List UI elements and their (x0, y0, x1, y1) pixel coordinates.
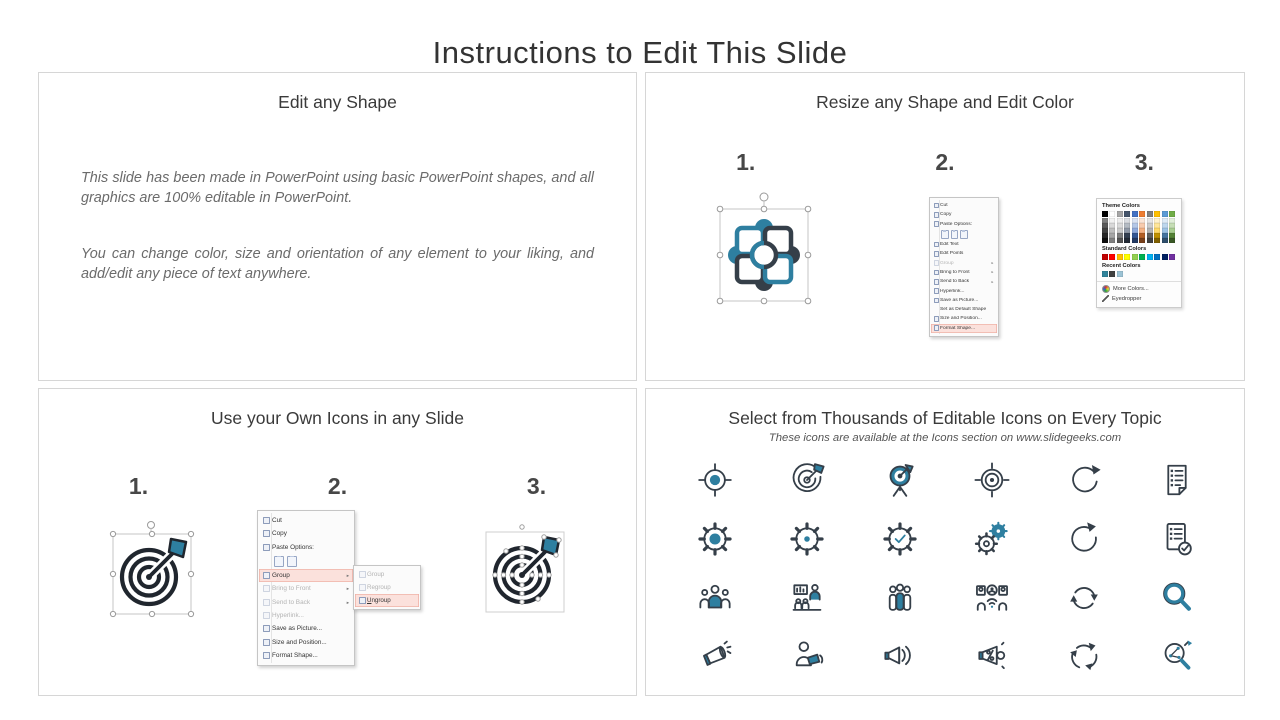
color-swatch[interactable] (1102, 228, 1108, 233)
color-swatch[interactable] (1117, 218, 1123, 223)
color-swatch[interactable] (1117, 211, 1123, 217)
group-submenu (353, 565, 421, 610)
color-swatch[interactable] (1117, 238, 1123, 243)
paste-option-icon[interactable] (951, 230, 959, 239)
paste-option-icon[interactable] (941, 230, 949, 239)
color-swatch[interactable] (1162, 233, 1168, 238)
copy-icon (934, 212, 940, 218)
menu-item-hyperlink[interactable] (931, 286, 997, 295)
menu-item-bring-to-front[interactable] (931, 268, 997, 277)
color-swatch[interactable] (1169, 223, 1175, 228)
color-swatch[interactable] (1139, 233, 1145, 238)
paste-option-icon[interactable] (287, 556, 297, 568)
circular-arrow-icon[interactable] (1065, 461, 1103, 499)
more-colors-label: More Colors... (1113, 286, 1149, 293)
color-swatch[interactable] (1132, 233, 1138, 238)
step-number-3: 3. (526, 473, 547, 499)
group-icon (359, 571, 366, 578)
submenu-arrow-icon: ► (990, 279, 994, 284)
menu-item-bring-to-front[interactable] (259, 582, 353, 595)
menu-item-label: Cut (272, 517, 282, 525)
color-swatch[interactable] (1102, 233, 1108, 238)
color-swatch[interactable] (1117, 271, 1123, 277)
paste-options-row (259, 554, 353, 569)
save-picture-icon (263, 625, 270, 632)
standard-colors-row (1102, 254, 1176, 260)
color-swatch[interactable] (1124, 211, 1130, 217)
submenu-arrow-icon: ► (990, 261, 994, 266)
menu-item-copy[interactable] (931, 210, 997, 219)
menu-item-edit-points[interactable] (931, 249, 997, 258)
paste-option-icon[interactable] (960, 230, 968, 239)
cycle-arrows-icon[interactable] (1065, 638, 1103, 676)
menu-item-group[interactable] (931, 258, 997, 267)
menu-item-regroup[interactable] (355, 581, 419, 594)
sync-arrows-icon[interactable] (1065, 579, 1103, 617)
target-icon-ungrouped (476, 515, 572, 619)
color-swatch[interactable] (1109, 233, 1115, 238)
menu-item-hyperlink[interactable] (259, 609, 353, 622)
color-swatch[interactable] (1169, 218, 1175, 223)
color-swatch[interactable] (1147, 211, 1153, 217)
more-colors-icon (1102, 285, 1110, 293)
color-swatch[interactable] (1154, 228, 1160, 233)
recent-colors-label: Recent Colors (1102, 262, 1141, 269)
edit-points-icon (934, 251, 940, 257)
person-announcement-icon[interactable] (788, 638, 826, 676)
color-swatch[interactable] (1162, 228, 1168, 233)
slide-title: Instructions to Edit This Slide (432, 34, 848, 70)
icon-library-subtitle: These icons are available at the Icons section on www.slidegeeks.com (768, 432, 1122, 444)
format-icon (263, 652, 270, 659)
menu-item-label: Bring to Front (272, 585, 311, 593)
color-swatch[interactable] (1154, 223, 1160, 228)
paste-options-row (931, 229, 997, 240)
menu-item-label: Format Shape... (272, 651, 318, 659)
color-swatch[interactable] (1109, 218, 1115, 223)
eyedropper[interactable] (1102, 294, 1176, 304)
submenu-arrow-icon: ► (345, 586, 350, 592)
color-swatch[interactable] (1109, 238, 1115, 243)
menu-item-send-to-back[interactable] (259, 595, 353, 608)
color-swatch[interactable] (1139, 238, 1145, 243)
menu-item-label: Cut (940, 203, 948, 209)
color-swatch[interactable] (1169, 228, 1175, 233)
panel-resize-shape (645, 72, 1245, 381)
menu-item-label: Regroup (367, 584, 391, 591)
color-swatch[interactable] (1124, 228, 1130, 233)
color-swatch[interactable] (1154, 218, 1160, 223)
menu-item-save-as-picture[interactable] (931, 296, 997, 305)
menu-item-send-to-back[interactable] (931, 277, 997, 286)
color-swatch[interactable] (1169, 211, 1175, 217)
color-swatch[interactable] (1154, 238, 1160, 243)
color-swatch[interactable] (1124, 218, 1130, 223)
menu-item-label: Bring to Front (940, 269, 970, 275)
menu-item-label: Paste Options: (940, 221, 973, 227)
color-swatch[interactable] (1154, 211, 1160, 217)
menu-item-label: Size and Position... (272, 638, 327, 646)
edit-shape-paragraph-1: This slide has been made in PowerPoint using basic PowerPoint shapes, and all graphics are 100% editable in PowerPoint. (81, 170, 594, 206)
color-swatch[interactable] (1139, 223, 1145, 228)
context-menu-resize (929, 197, 999, 337)
color-swatch[interactable] (1102, 254, 1108, 260)
color-swatch[interactable] (1139, 228, 1145, 233)
color-swatch[interactable] (1102, 271, 1108, 277)
panel-edit-shape (38, 72, 637, 381)
menu-item-label: Group (272, 572, 290, 580)
color-swatch[interactable] (1109, 228, 1115, 233)
own-icons-steps (39, 473, 636, 500)
send-back-icon (934, 279, 940, 285)
menu-item-label: Set as Default Shape (940, 307, 987, 313)
color-swatch[interactable] (1162, 211, 1168, 217)
cut-icon (934, 203, 940, 209)
gear-filled-icon[interactable] (696, 520, 734, 558)
menu-item-copy[interactable] (259, 527, 353, 540)
paste-icon (263, 544, 270, 551)
color-swatch[interactable] (1147, 218, 1153, 223)
color-swatch[interactable] (1109, 223, 1115, 228)
color-swatch[interactable] (1154, 254, 1160, 260)
submenu-arrow-icon: ► (990, 270, 994, 275)
color-swatch[interactable] (1117, 254, 1123, 260)
step-number-2: 2. (935, 149, 955, 175)
eyedropper-icon (1102, 295, 1109, 302)
size-icon (263, 639, 270, 646)
menu-item-label: Save as Picture... (940, 297, 979, 303)
color-swatch[interactable] (1124, 238, 1130, 243)
size-icon (934, 316, 940, 322)
menu-item-label: Hyperlink... (272, 611, 304, 619)
target-icon-grouped (103, 517, 199, 621)
menu-item-label: Edit Points (940, 251, 964, 257)
menu-item-label: Format Shape... (940, 325, 976, 331)
menu-item-format-shape[interactable] (259, 649, 353, 662)
theme-colors-label: Theme Colors (1102, 203, 1140, 209)
edit-shape-paragraph-2: You can change color, size and orientation of any element to your liking, and add/edit any piece of text anywhere. (81, 246, 594, 282)
menu-item-label: Group (367, 571, 385, 578)
color-swatch[interactable] (1102, 223, 1108, 228)
menu-item-cut[interactable] (931, 201, 997, 210)
gear-center-dot-icon[interactable] (788, 520, 826, 558)
recent-colors-row (1102, 271, 1176, 277)
send-back-icon (263, 599, 270, 606)
color-swatch[interactable] (1117, 228, 1123, 233)
edit-text-icon (934, 242, 940, 248)
panel-edit-shape-title: Edit any Shape (278, 92, 397, 112)
menu-item-label: Send to Back (940, 279, 970, 285)
color-swatch[interactable] (1109, 254, 1115, 260)
cut-icon (263, 517, 270, 524)
color-swatch[interactable] (1147, 254, 1153, 260)
submenu-arrow-icon: ► (345, 599, 350, 605)
color-swatch[interactable] (1162, 218, 1168, 223)
color-swatch[interactable] (1162, 238, 1168, 243)
menu-item-cut[interactable] (259, 514, 353, 527)
color-swatch[interactable] (1147, 238, 1153, 243)
color-swatch[interactable] (1132, 238, 1138, 243)
more-colors[interactable] (1102, 285, 1176, 295)
save-picture-icon (934, 298, 940, 304)
panel-own-icons (38, 388, 637, 696)
menu-item-paste-options[interactable] (931, 220, 997, 229)
menu-item-label: Size and Position... (940, 316, 982, 322)
color-swatch[interactable] (1124, 233, 1130, 238)
color-swatch[interactable] (1154, 233, 1160, 238)
color-swatch[interactable] (1139, 211, 1145, 217)
menu-item-format-shape[interactable] (931, 324, 997, 333)
color-picker-panel (1096, 198, 1182, 308)
menu-item-group[interactable] (259, 569, 353, 582)
menu-item-group[interactable] (355, 568, 419, 581)
panel-resize-shape-title: Resize any Shape and Edit Color (816, 92, 1074, 112)
target-crosshair-dot-icon[interactable] (973, 461, 1011, 499)
color-swatch[interactable] (1169, 254, 1175, 260)
ungroup-icon (359, 597, 366, 604)
icon-grid (669, 461, 1223, 676)
step-number-1: 1. (736, 149, 756, 175)
color-swatch[interactable] (1169, 233, 1175, 238)
menu-item-edit-text[interactable] (931, 240, 997, 249)
color-swatch[interactable] (1102, 238, 1108, 243)
menu-item-ungroup[interactable] (355, 594, 419, 607)
menu-item-size-and-position[interactable] (931, 314, 997, 323)
step-number-3: 3. (1134, 149, 1154, 175)
menu-item-save-as-picture[interactable] (259, 622, 353, 635)
target-crosshair-filled-icon[interactable] (696, 461, 734, 499)
menu-item-size-and-position[interactable] (259, 635, 353, 648)
color-swatch[interactable] (1102, 218, 1108, 223)
color-swatch[interactable] (1132, 223, 1138, 228)
paste-option-icon[interactable] (274, 556, 284, 568)
color-swatch[interactable] (1109, 271, 1115, 277)
eyedropper-label: Eyedropper (1112, 295, 1142, 302)
menu-item-label: Edit Text (940, 242, 959, 248)
color-swatch[interactable] (1147, 223, 1153, 228)
color-swatch[interactable] (1124, 254, 1130, 260)
paste-icon (934, 221, 940, 227)
menu-item-label: Copy (940, 212, 952, 218)
menu-item-label: Save as Picture... (272, 625, 323, 633)
gear-check-icon[interactable] (881, 520, 919, 558)
step-number-1: 1. (128, 473, 149, 499)
menu-item-paste-options[interactable] (259, 541, 353, 554)
group-icon (263, 572, 270, 579)
panel-own-icons-title: Use your Own Icons in any Slide (211, 408, 464, 428)
color-swatch[interactable] (1169, 238, 1175, 243)
color-swatch[interactable] (1124, 223, 1130, 228)
dartboard-stand-icon[interactable] (881, 461, 919, 499)
theme-colors-row (1102, 211, 1176, 217)
menu-item-label: Group (940, 260, 954, 266)
color-swatch[interactable] (1117, 233, 1123, 238)
color-swatch[interactable] (1162, 254, 1168, 260)
format-icon (934, 325, 940, 331)
menu-item-label: Paste Options: (272, 543, 314, 551)
color-swatch[interactable] (1139, 254, 1145, 260)
menu-item-label: Ungroup (367, 597, 391, 604)
palette-separator (1097, 281, 1181, 282)
selected-shape-preview (708, 189, 820, 309)
panel-icon-library (645, 388, 1245, 696)
menu-item-label: Send to Back (272, 598, 311, 606)
hyperlink-icon (934, 288, 940, 294)
color-swatch[interactable] (1109, 211, 1115, 217)
dartboard-arrow-icon[interactable] (788, 461, 826, 499)
submenu-arrow-icon: ► (345, 573, 350, 579)
magnifier-analytics-icon[interactable] (1158, 638, 1196, 676)
people-group-icon[interactable] (881, 579, 919, 617)
copy-icon (263, 530, 270, 537)
menu-item-label: Hyperlink... (940, 288, 965, 294)
circular-arrow-full-icon[interactable] (1065, 520, 1103, 558)
color-swatch[interactable] (1132, 211, 1138, 217)
double-gears-icon[interactable] (973, 520, 1011, 558)
color-swatch[interactable] (1132, 218, 1138, 223)
resize-steps (646, 149, 1244, 176)
color-swatch[interactable] (1162, 223, 1168, 228)
presentation-meeting-icon[interactable] (788, 579, 826, 617)
hyperlink-icon (263, 612, 270, 619)
magnifier-icon[interactable] (1158, 579, 1196, 617)
bring-front-icon (934, 270, 940, 276)
megaphone-icon[interactable] (696, 638, 734, 676)
menu-item-set-as-default-shape[interactable] (931, 305, 997, 314)
megaphone-discount-icon[interactable] (973, 638, 1011, 676)
team-communication-icon[interactable] (973, 579, 1011, 617)
color-swatch[interactable] (1102, 211, 1108, 217)
bring-front-icon (263, 585, 270, 592)
color-swatch[interactable] (1132, 254, 1138, 260)
step-number-2: 2. (327, 473, 348, 499)
standard-colors-label: Standard Colors (1102, 245, 1147, 252)
color-swatch[interactable] (1147, 228, 1153, 233)
context-menu-group (257, 510, 391, 666)
panel-icon-library-title: Select from Thousands of Editable Icons on Every Topic (728, 408, 1162, 428)
color-swatch[interactable] (1117, 223, 1123, 228)
theme-color-variants (1102, 218, 1176, 243)
color-swatch[interactable] (1139, 218, 1145, 223)
color-swatch[interactable] (1147, 233, 1153, 238)
checklist-approved-icon[interactable] (1158, 520, 1196, 558)
regroup-icon (359, 584, 366, 591)
color-swatch[interactable] (1132, 228, 1138, 233)
team-leader-icon[interactable] (696, 579, 734, 617)
group-icon (934, 260, 940, 266)
checklist-document-icon[interactable] (1158, 461, 1196, 499)
menu-item-label: Copy (272, 530, 287, 538)
megaphone-left-icon[interactable] (881, 638, 919, 676)
